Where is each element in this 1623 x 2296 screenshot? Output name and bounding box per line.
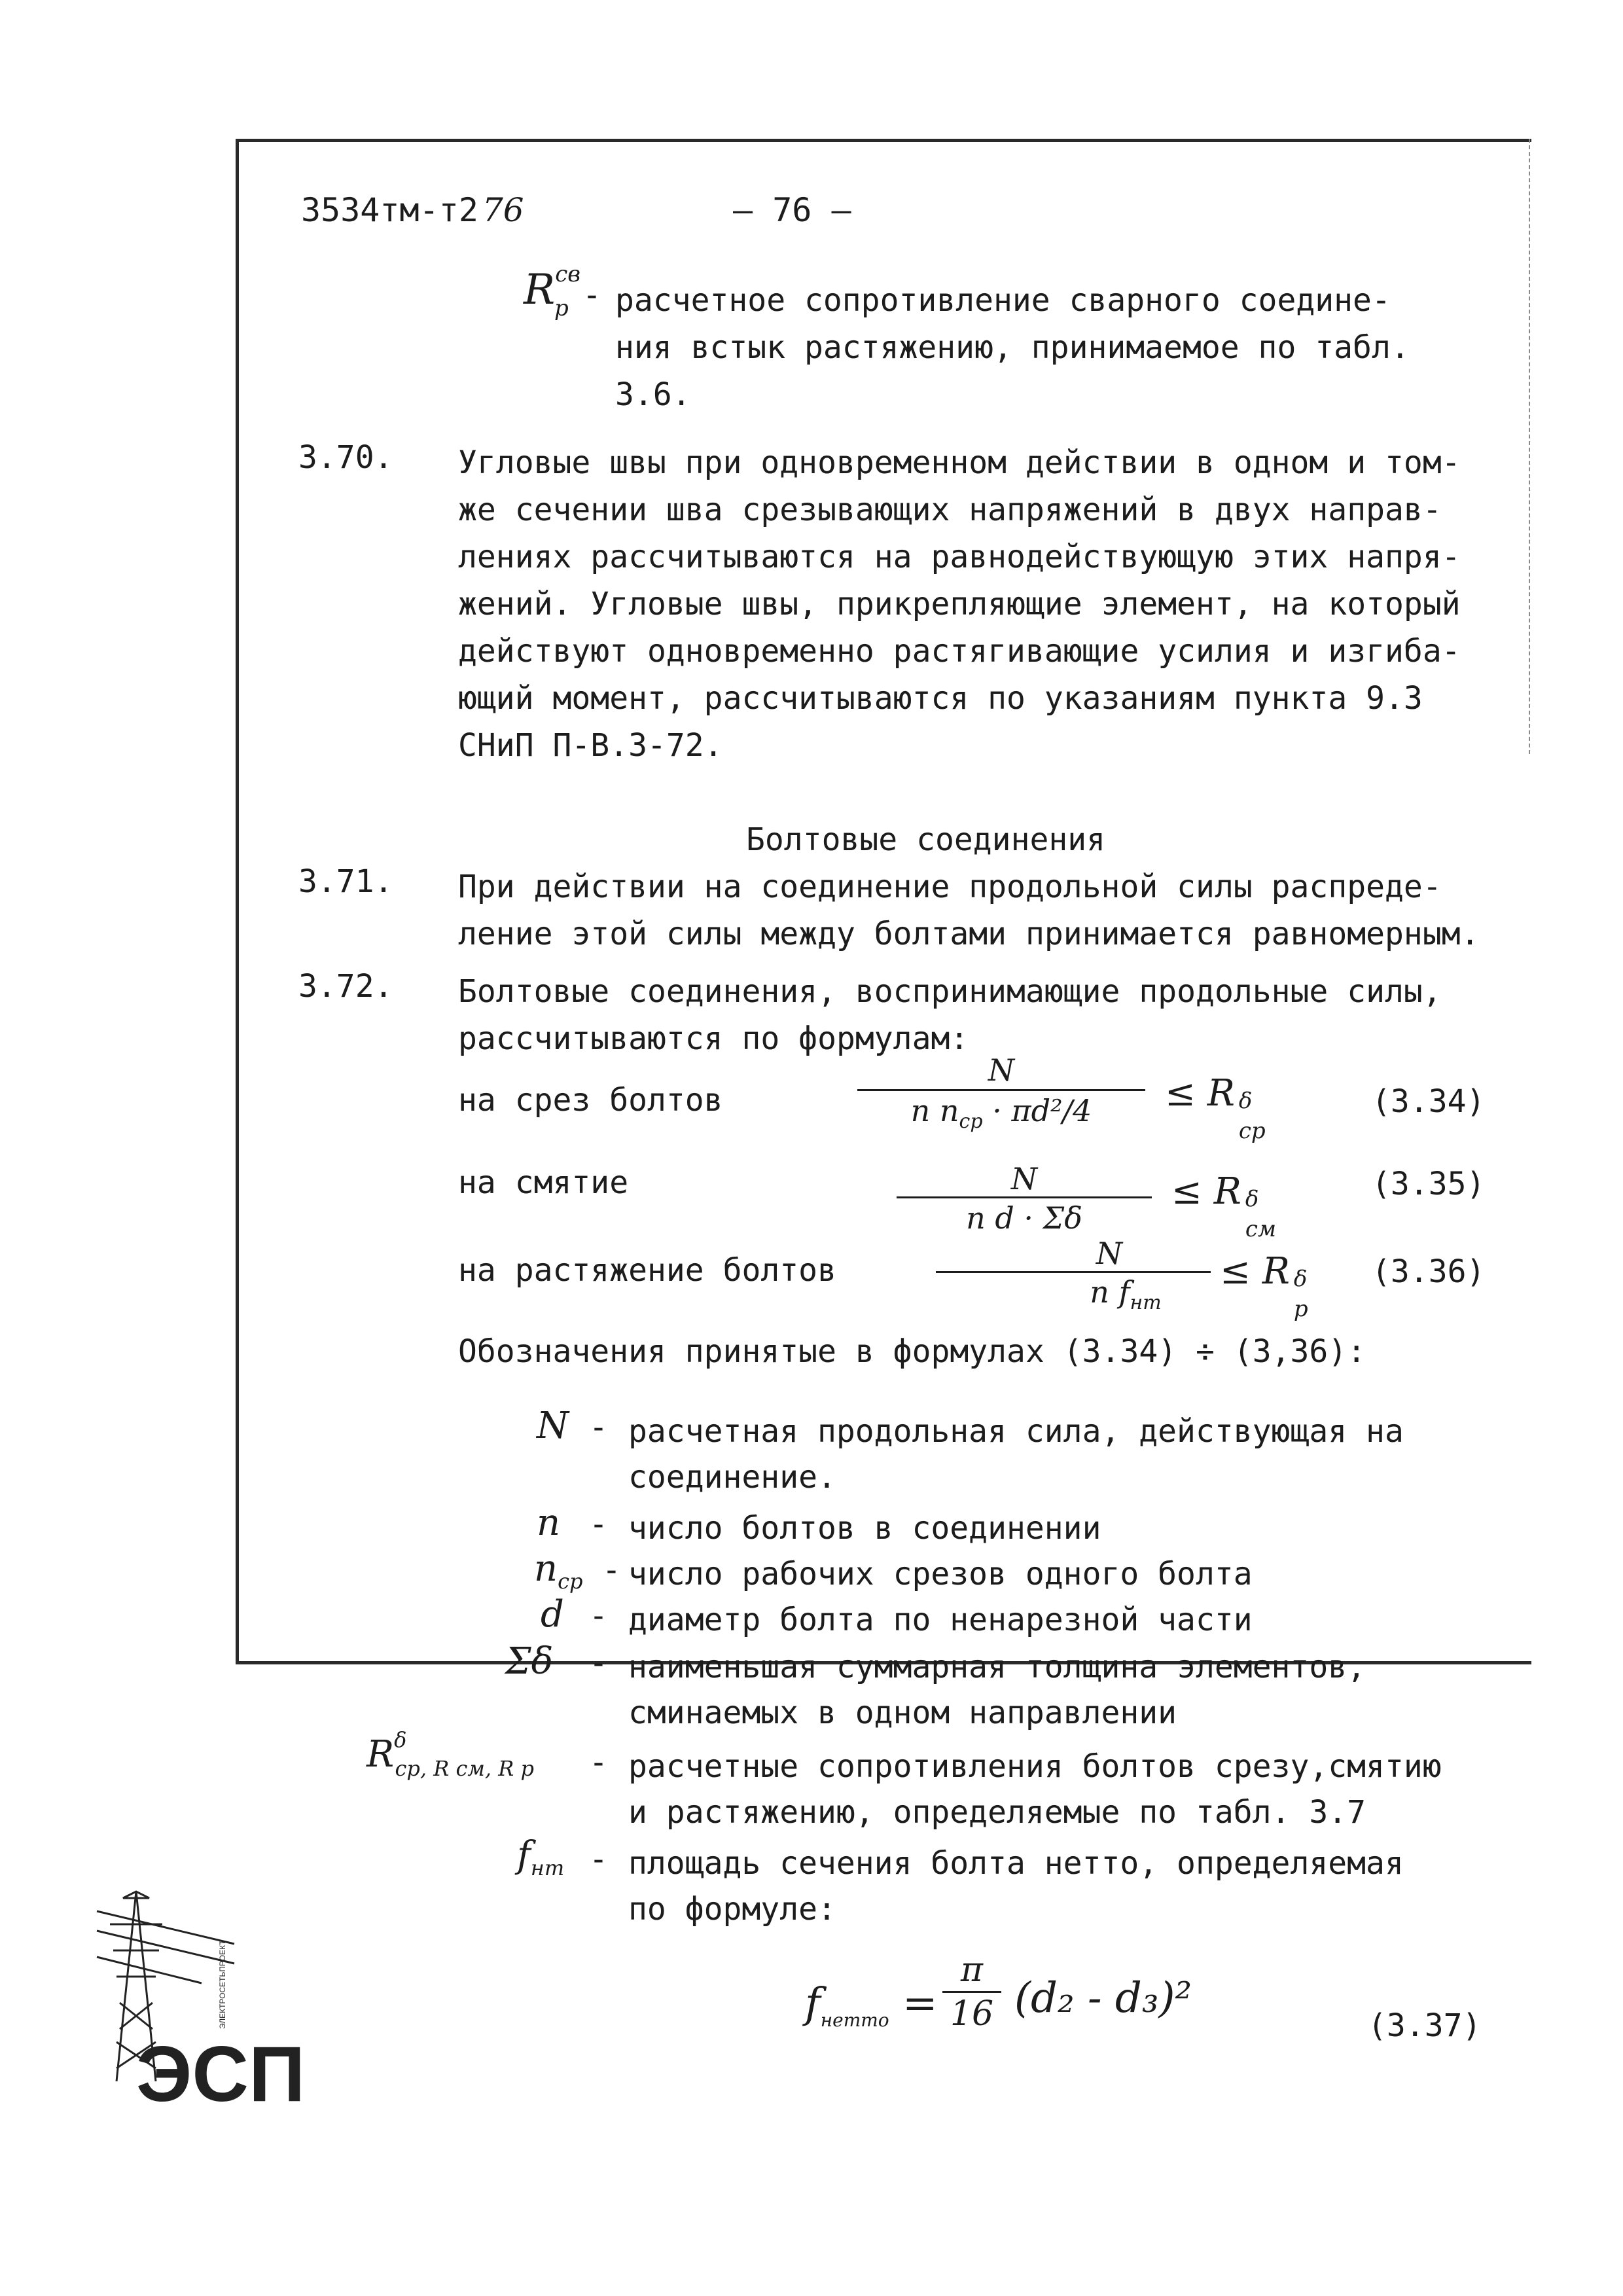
formula-3-34-denominator: n $n_{ср} \cdot \pi d^2/4$	[857, 1089, 1145, 1141]
clause-3-71-line-1: При действии на соединение продольной силы распреде-	[458, 869, 1442, 905]
definition-line-1: расчетное сопротивление сварного соедине-	[615, 282, 1391, 319]
notation-fnt-line-1: площадь сечения болта нетто, определяемая	[628, 1845, 1404, 1882]
notation-dash: -	[589, 1841, 608, 1878]
notation-symbol-d: d	[541, 1593, 564, 1636]
definition-line-3: 3.6.	[615, 376, 691, 413]
notation-N-line-2: соединение.	[628, 1459, 836, 1496]
formula-3-36-fraction	[936, 1236, 1211, 1322]
formula-3-35-numerator: N	[1010, 1161, 1038, 1196]
notation-R-line-1: расчетные сопротивления болтов срезу,смятию	[628, 1748, 1442, 1785]
formula-3-35-number: (3.35)	[1372, 1166, 1486, 1202]
notation-fnt-line-2: по формуле:	[628, 1891, 836, 1928]
doc-code-text: 3534тм-т2	[301, 191, 478, 229]
definition-dash: -	[582, 277, 601, 314]
clause-3-70-line-1: Угловые швы при одновременном действии в одном и том-	[458, 444, 1461, 481]
notation-symbol-fnt: $f_{нт}$	[517, 1834, 565, 1881]
page-number: — 76 —	[733, 191, 851, 229]
logo-side-text: ЭЛЕКТРОСЕТЬПРОЕКТ	[218, 1940, 227, 2029]
section-heading: Болтовые соединения	[746, 821, 1106, 858]
formula-3-37-fraction	[942, 1949, 1001, 2035]
clause-3-72-line-2: рассчитываются по формулам:	[458, 1020, 969, 1057]
formula-3-37-body: (d₂ - d₃)²	[1014, 1974, 1192, 2022]
formula-3-35-rhs: ≤ R δ см	[1171, 1170, 1277, 1242]
clause-3-72-number: 3.72.	[298, 968, 393, 1005]
formula-3-37-numerator: π	[960, 1950, 984, 1990]
notation-dash: -	[589, 1506, 608, 1543]
notation-symbol-sum-delta: Σδ	[505, 1640, 554, 1683]
clause-3-70-number: 3.70.	[298, 439, 393, 476]
clause-3-70-line-4: жений. Угловые швы, прикрепляющие элемент, на который	[458, 586, 1461, 622]
notation-symbol-ncp: $n_{ср}$	[534, 1547, 583, 1594]
formula-3-35-denominator: n d · Σδ	[897, 1196, 1152, 1238]
notation-intro: Обозначения принятые в формулах (3.34) ÷ (3,36):	[458, 1333, 1366, 1370]
clause-3-71-number: 3.71.	[298, 863, 393, 900]
definition-symbol: $R^{св}_р$	[524, 261, 581, 321]
notation-dash: -	[589, 1409, 608, 1446]
notation-symbol-R-set: $R^\delta_{ср, R см, R р}$	[366, 1727, 534, 1781]
clause-3-70-line-7: СНиП П-В.3-72.	[458, 727, 723, 764]
definition-line-2: ния встык растяжению, принимаемое по табл.	[615, 329, 1410, 366]
formula-3-36-denominator: n $f_{нт}$	[936, 1271, 1211, 1322]
formula-3-34-rhs: ≤ R δ ср	[1165, 1072, 1266, 1144]
notation-N-line-1: расчетная продольная сила, действующая на	[628, 1413, 1404, 1450]
formula-3-34-label: на срез болтов	[458, 1082, 723, 1119]
formula-3-34-fraction	[857, 1051, 1145, 1141]
frame-right-rule	[1529, 139, 1530, 754]
formula-3-36-rhs: ≤ R δ р	[1220, 1250, 1308, 1322]
logo-text: ЭСП	[136, 2030, 306, 2118]
notation-dash: -	[589, 1645, 608, 1681]
clause-3-71-line-2: ление этой силы между болтами принимается равномерным.	[458, 916, 1480, 952]
clause-3-70-line-6: ющий момент, рассчитываются по указаниям пункта 9.3	[458, 680, 1423, 717]
document-code	[301, 190, 524, 230]
doc-code-mark: 76	[482, 191, 524, 229]
notation-dash: -	[589, 1744, 608, 1781]
formula-3-37-number: (3.37)	[1368, 2007, 1482, 2044]
notation-d-line-1: диаметр болта по ненарезной части	[628, 1602, 1253, 1638]
notation-n-line-1: число болтов в соединении	[628, 1510, 1101, 1547]
clause-3-70-line-2: же сечении шва срезывающих напряжений в двух направ-	[458, 492, 1442, 528]
frame-left-rule	[236, 139, 239, 1664]
notation-symbol-n: n	[537, 1501, 561, 1544]
formula-3-37-lhs: $f_{нетто}$ =	[805, 1979, 938, 2031]
formula-3-35-label: на смятие	[458, 1164, 629, 1201]
clause-3-70-line-5: действуют одновременно растягивающие усилия и изгиба-	[458, 633, 1461, 670]
formula-3-36-numerator: N	[1096, 1236, 1123, 1271]
notation-dash: -	[589, 1598, 608, 1634]
formula-3-34-numerator: N	[988, 1052, 1015, 1088]
clause-3-70-line-3: лениях рассчитываются на равнодействующую этих напря-	[458, 539, 1461, 575]
notation-sum-delta-line-2: сминаемых в одном направлении	[628, 1695, 1177, 1731]
notation-dash: -	[602, 1552, 621, 1588]
notation-symbol-N: N	[537, 1405, 569, 1447]
formula-3-36-number: (3.36)	[1372, 1253, 1486, 1290]
formula-3-36-label: на растяжение болтов	[458, 1252, 836, 1289]
notation-sum-delta-line-1: наименьшая суммарная толщина элементов,	[628, 1649, 1366, 1685]
formula-3-37-denominator: 16	[942, 1991, 1001, 2035]
clause-3-72-line-1: Болтовые соединения, воспринимающие продольные силы,	[458, 973, 1442, 1010]
notation-ncp-line-1: число рабочих срезов одного болта	[628, 1556, 1253, 1592]
formula-3-34-number: (3.34)	[1372, 1083, 1486, 1120]
notation-R-line-2: и растяжению, определяемые по табл. 3.7	[628, 1794, 1366, 1831]
formula-3-35-fraction	[897, 1161, 1152, 1238]
frame-top-rule	[236, 139, 1531, 142]
electric-tower-logo	[97, 1885, 306, 2121]
